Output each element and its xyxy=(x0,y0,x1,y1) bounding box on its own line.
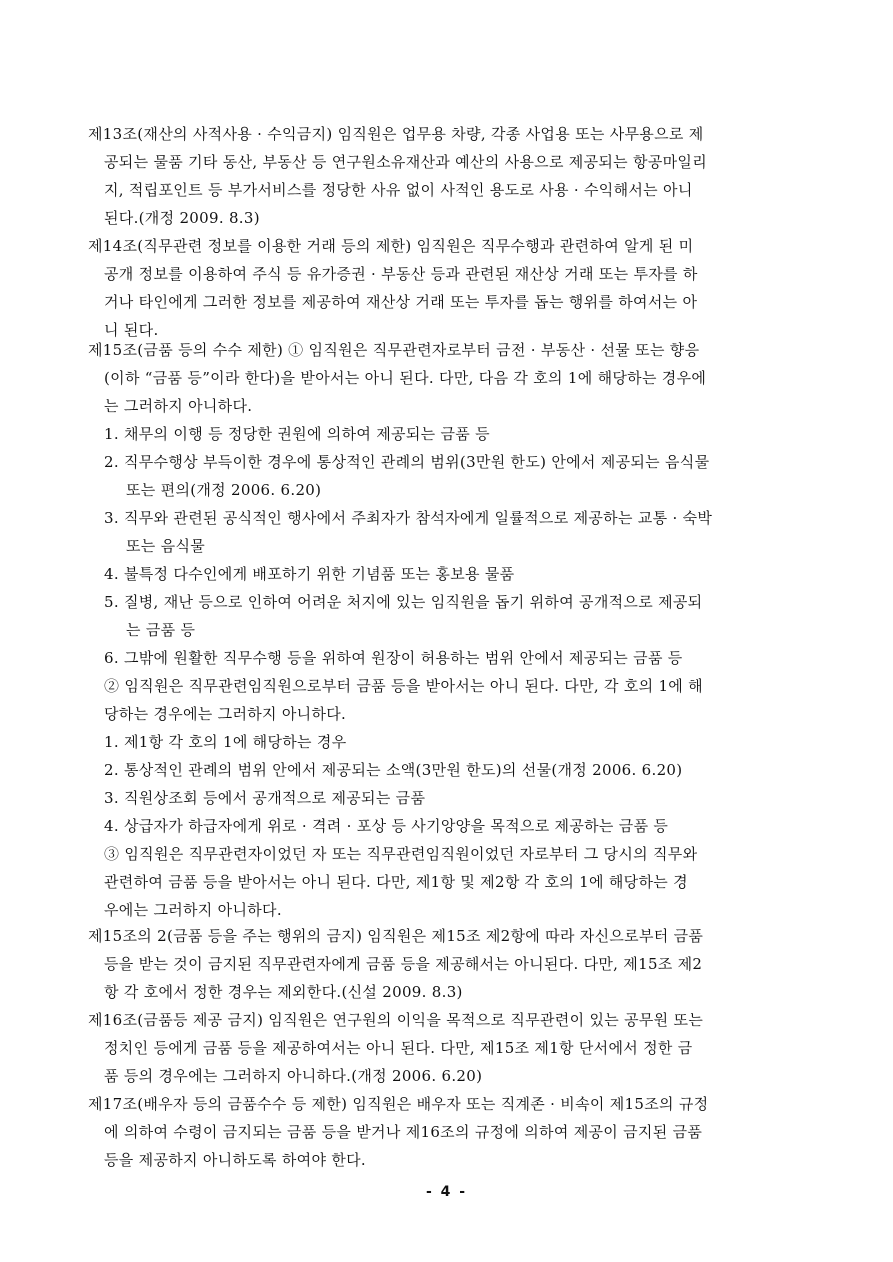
article-16-line-1: 제16조(금품등 제공 금지) 임직원은 연구원의 이익을 목적으로 직무관련이 있는 공무원 또는 xyxy=(88,1011,704,1029)
article-15-2-line-1: 제15조의 2(금품 등을 주는 행위의 금지) 임직원은 제15조 제2항에 따라 자신으로부터 금품 xyxy=(88,927,704,945)
article-14-line-3: 거나 타인에게 그러한 정보를 제공하여 재산상 거래 또는 투자를 돕는 행위를 하여서는 아 xyxy=(104,293,698,311)
article-15-item-1: 1. 채무의 이행 등 정당한 권원에 의하여 제공되는 금품 등 xyxy=(104,425,490,443)
article-14-line-4: 니 된다. xyxy=(104,321,159,339)
article-15-para-3-line-1: ③ 임직원은 직무관련자이었던 자 또는 직무관련임직원이었던 자로부터 그 당시의 직무와 xyxy=(104,845,698,863)
article-15-2-line-3: 항 각 호에서 정한 경우는 제외한다.(신설 2009. 8.3) xyxy=(104,983,463,1001)
article-15-item-2-cont: 또는 편의(개정 2006. 6.20) xyxy=(126,481,322,499)
article-15-para-3-line-2: 관련하여 금품 등을 받아서는 아니 된다. 다만, 제1항 및 제2항 각 호의 1에 해당하는 경 xyxy=(104,873,688,891)
article-16-line-3: 품 등의 경우에는 그러하지 아니하다.(개정 2006. 6.20) xyxy=(104,1067,483,1085)
article-17-line-3: 등을 제공하지 아니하도록 하여야 한다. xyxy=(104,1151,366,1169)
page-number: - 4 - xyxy=(425,1184,468,1200)
article-14-line-1: 제14조(직무관련 정보를 이용한 거래 등의 제한) 임직원은 직무수행과 관련하여 알게 된 미 xyxy=(88,237,694,255)
article-15-para-2-item-3: 3. 직원상조회 등에서 공개적으로 제공되는 금품 xyxy=(104,789,426,807)
article-15-2-line-2: 등을 받는 것이 금지된 직무관련자에게 금품 등을 제공해서는 아니된다. 다만, 제15조 제2 xyxy=(104,955,703,973)
article-15-item-3: 3. 직무와 관련된 공식적인 행사에서 주최자가 참석자에게 일률적으로 제공하는 교통 · 숙박 xyxy=(104,509,713,527)
article-15-para-2-item-4: 4. 상급자가 하급자에게 위로 · 격려 · 포상 등 사기앙양을 목적으로 제공하는 금품 등 xyxy=(104,817,669,835)
article-13-line-3: 지, 적립포인트 등 부가서비스를 정당한 사유 없이 사적인 용도로 사용 · 수익해서는 아니 xyxy=(104,181,693,199)
article-15-line-3: 는 그러하지 아니하다. xyxy=(104,397,253,415)
article-15-para-2-line-1: ② 임직원은 직무관련임직원으로부터 금품 등을 받아서는 아니 된다. 다만, 각 호의 1에 해 xyxy=(104,677,703,695)
article-15-line-1: 제15조(금품 등의 수수 제한) ① 임직원은 직무관련자로부터 금전 · 부동산 · 선물 또는 향응 xyxy=(88,341,700,359)
article-15-item-6: 6. 그밖에 원활한 직무수행 등을 위하여 원장이 허용하는 범위 안에서 제공되는 금품 등 xyxy=(104,649,683,667)
article-13-line-2: 공되는 물품 기타 동산, 부동산 등 연구원소유재산과 예산의 사용으로 제공되는 항공마일리 xyxy=(104,153,707,171)
article-17-line-2: 에 의하여 수령이 금지되는 금품 등을 받거나 제16조의 규정에 의하여 제공이 금지된 금품 xyxy=(104,1123,703,1141)
article-16-line-2: 정치인 등에게 금품 등을 제공하여서는 아니 된다. 다만, 제15조 제1항 단서에서 정한 금 xyxy=(104,1039,693,1057)
article-15-para-2-item-2: 2. 통상적인 관례의 범위 안에서 제공되는 소액(3만원 한도)의 선물(개정 2006. 6.20) xyxy=(104,761,683,779)
article-15-line-2: (이하 “금품 등”이라 한다)을 받아서는 아니 된다. 다만, 다음 각 호의 1에 해당하는 경우에 xyxy=(104,369,707,387)
article-15-para-2-line-2: 당하는 경우에는 그러하지 아니하다. xyxy=(104,705,347,723)
article-15-item-5-cont: 는 금품 등 xyxy=(126,621,196,639)
article-15-item-4: 4. 불특정 다수인에게 배포하기 위한 기념품 또는 홍보용 물품 xyxy=(104,565,515,583)
article-14-line-2: 공개 정보를 이용하여 주식 등 유가증권 · 부동산 등과 관련된 재산상 거래 또는 투자를 하 xyxy=(104,265,698,283)
article-15-para-3-line-3: 우에는 그러하지 아니하다. xyxy=(104,901,282,919)
article-13-line-4: 된다.(개정 2009. 8.3) xyxy=(104,209,260,227)
article-15-item-2: 2. 직무수행상 부득이한 경우에 통상적인 관례의 범위(3만원 한도) 안에서 제공되는 음식물 xyxy=(104,453,710,471)
article-17-line-1: 제17조(배우자 등의 금품수수 등 제한) 임직원은 배우자 또는 직계존 · 비속이 제15조의 규정 xyxy=(88,1095,709,1113)
article-15-item-3-cont: 또는 음식물 xyxy=(126,537,206,555)
article-15-para-2-item-1: 1. 제1항 각 호의 1에 해당하는 경우 xyxy=(104,733,347,751)
article-15-item-5: 5. 질병, 재난 등으로 인하여 어려운 처지에 있는 임직원을 돕기 위하여 공개적으로 제공되 xyxy=(104,593,703,611)
article-13-line-1: 제13조(재산의 사적사용 · 수익금지) 임직원은 업무용 차량, 각종 사업용 또는 사무용으로 제 xyxy=(88,125,704,143)
